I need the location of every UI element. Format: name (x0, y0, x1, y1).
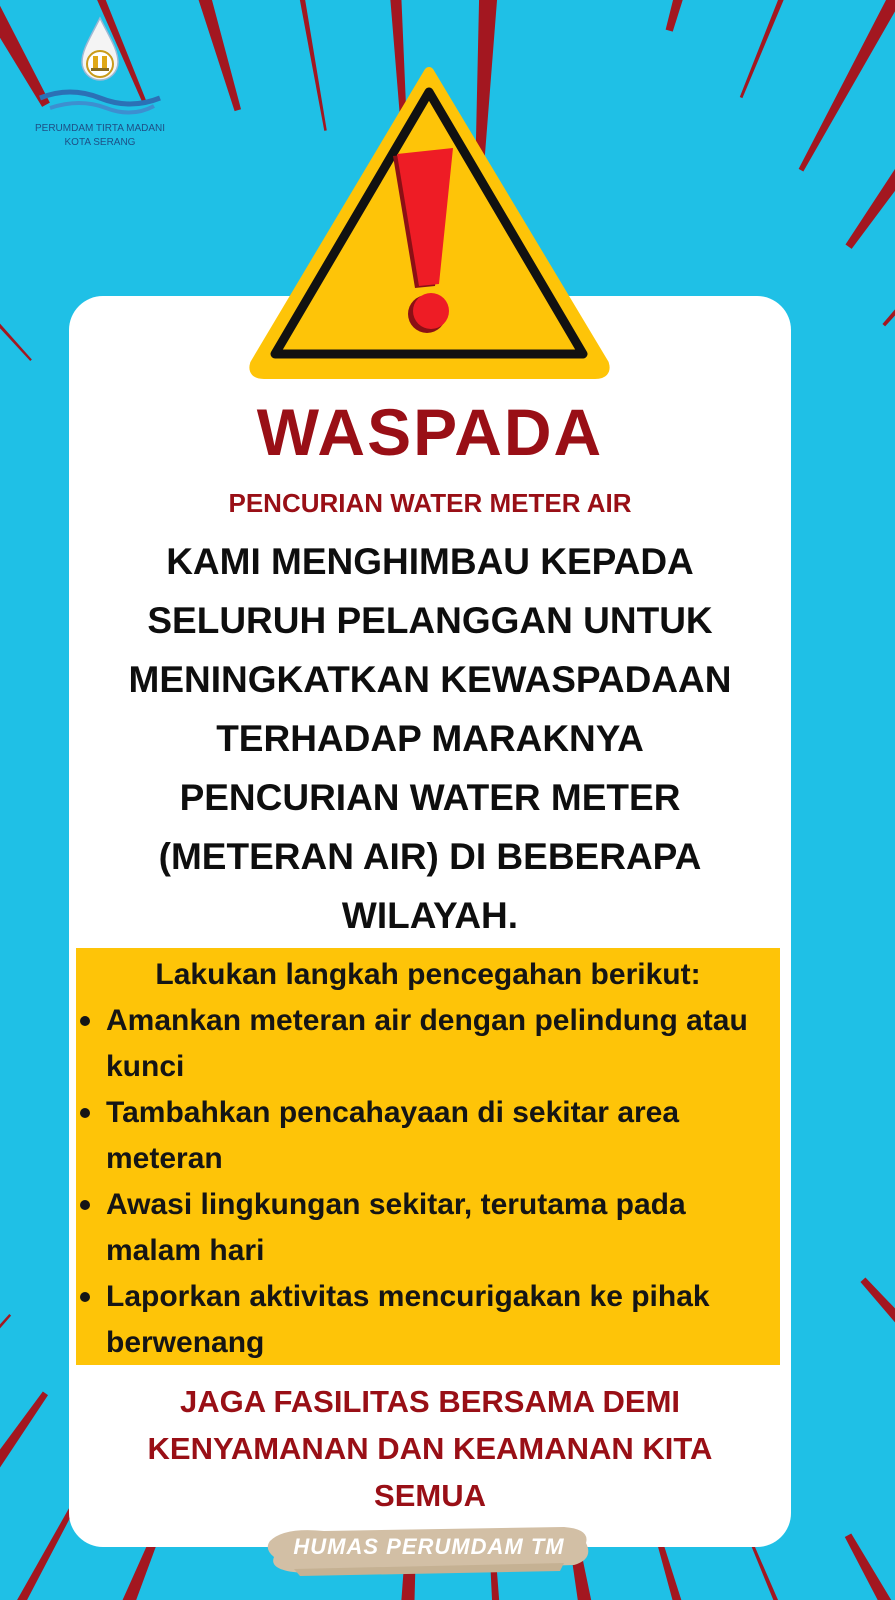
message-line: SELURUH PELANGGAN UNTUK (147, 600, 713, 641)
tip-text: Awasi lingkungan sekitar, terutama pada malam hari (106, 1188, 686, 1267)
footer-line: JAGA FASILITAS BERSAMA DEMI (179, 1384, 681, 1419)
footer-line: SEMUA (374, 1478, 486, 1513)
tip-item (76, 1090, 780, 1182)
bullet-icon (80, 1200, 90, 1210)
ray (845, 1533, 895, 1600)
footer-line: KENYAMANAN DAN KEAMANAN KITA (147, 1431, 713, 1466)
message-line: TERHADAP MARAKNYA (216, 718, 644, 759)
prevention-tips-box (76, 948, 780, 1365)
tip-text: Laporkan aktivitas mencurigakan ke pihak berwenang (106, 1280, 710, 1359)
tips-list (76, 998, 780, 1366)
tip-item (76, 1182, 780, 1274)
bullet-icon (80, 1016, 90, 1026)
logo-text (10, 122, 190, 150)
message-line: (METERAN AIR) DI BEBERAPA (158, 836, 702, 877)
warning-subtitle: PENCURIAN WATER METER AIR (228, 488, 632, 518)
ray (799, 0, 895, 171)
message-line: WILAYAH. (341, 895, 519, 936)
bullet-icon (80, 1108, 90, 1118)
closing-message (69, 1378, 791, 1519)
tip-item (76, 998, 780, 1090)
warning-title: WASPADA (256, 395, 604, 469)
tip-text: Amankan meteran air dengan pelindung atau kunci (106, 1004, 748, 1083)
tip-item (76, 1274, 780, 1366)
ray (666, 0, 847, 32)
ray (882, 0, 895, 326)
warning-triangle-exclamation-icon (247, 64, 612, 382)
logo-line-2: KOTA SERANG (64, 137, 136, 148)
tips-heading: Lakukan langkah pencegahan berikut: (155, 958, 701, 991)
ray (860, 1278, 895, 1600)
tip-text: Tambahkan pencahayaan di sekitar area meteran (106, 1096, 680, 1175)
message-line: KAMI MENGHIMBAU KEPADA (166, 541, 694, 582)
badge-label: HUMAS PERUMDAM TM (293, 1534, 565, 1559)
bullet-icon (80, 1292, 90, 1302)
message-line: PENCURIAN WATER METER (179, 777, 681, 818)
logo-line-1: PERUMDAM TIRTA MADANI (34, 123, 165, 134)
appeal-message (69, 532, 791, 945)
message-line: MENINGKATKAN KEWASPADAAN (128, 659, 732, 700)
